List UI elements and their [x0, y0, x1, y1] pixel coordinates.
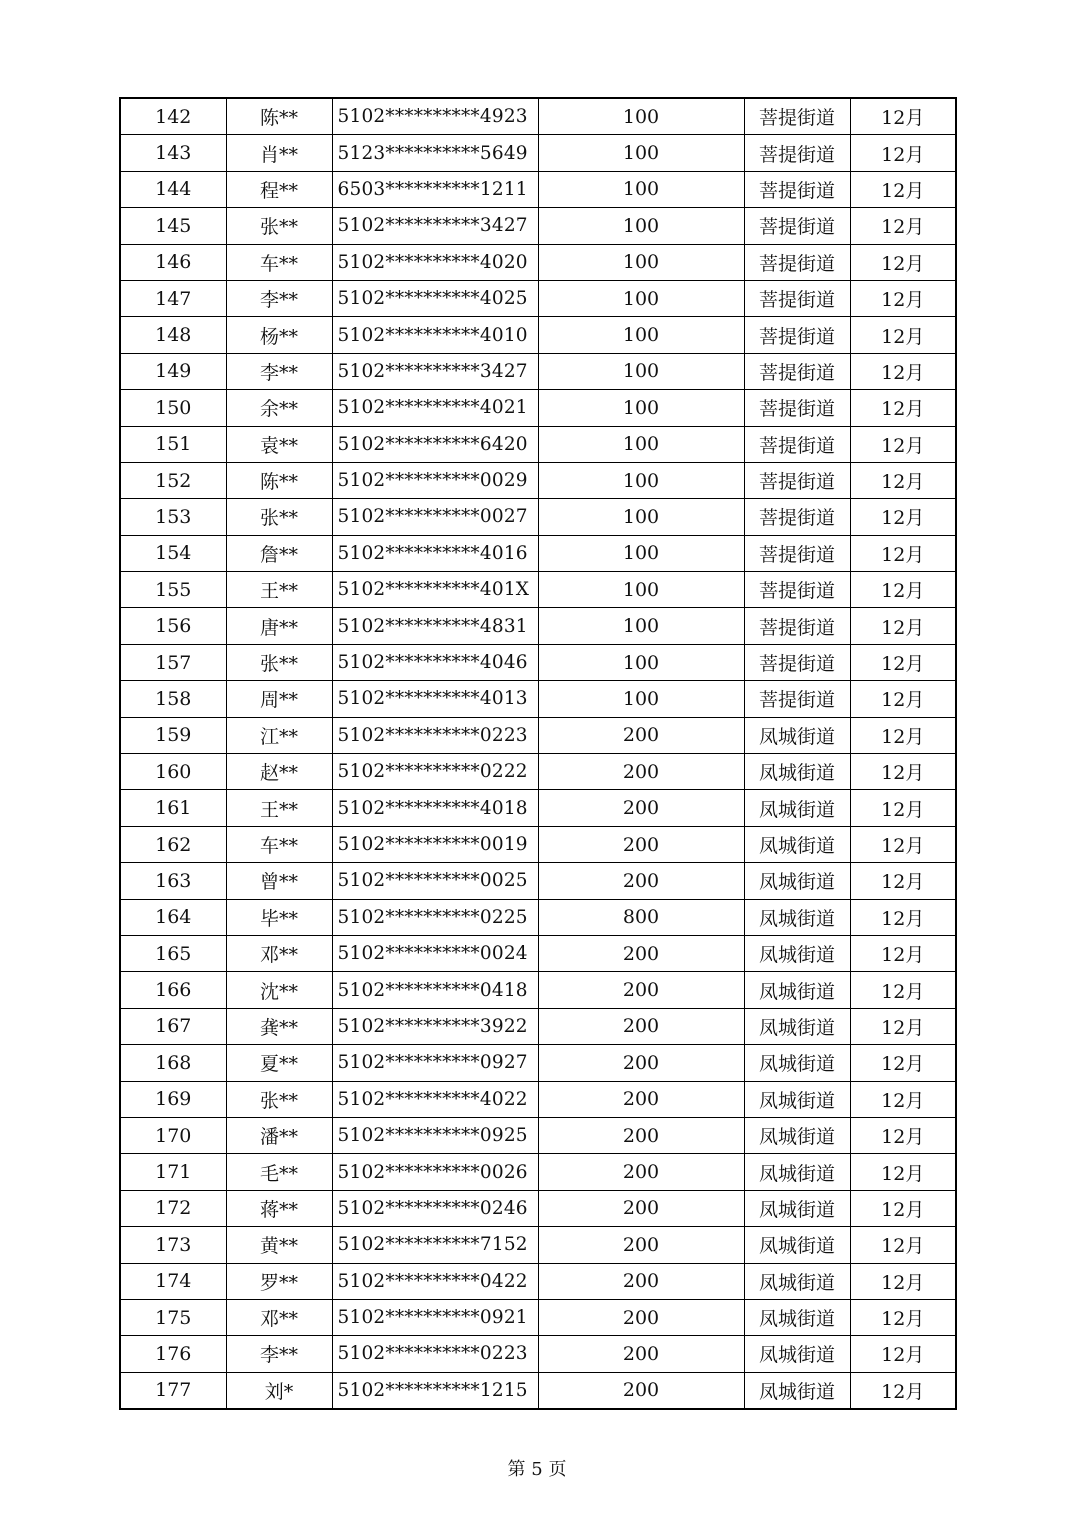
table-cell-amount: 200 [538, 863, 744, 899]
table-cell-street: 凤城街道 [744, 1154, 850, 1190]
table-cell-name: 李** [226, 280, 332, 316]
table-cell-month: 12月 [850, 135, 956, 171]
table-cell-id: 5102**********0225 [332, 899, 538, 935]
table-cell-name: 周** [226, 681, 332, 717]
table-body [120, 98, 956, 1409]
table-row [120, 353, 956, 389]
table-cell-id: 5102**********4013 [332, 681, 538, 717]
table-cell-index: 145 [120, 208, 226, 244]
table-cell-street: 凤城街道 [744, 1263, 850, 1299]
table-cell-name: 唐** [226, 608, 332, 644]
table-row [120, 317, 956, 353]
table-cell-street: 菩提街道 [744, 171, 850, 207]
table-cell-street: 凤城街道 [744, 935, 850, 971]
table-cell-name: 陈** [226, 98, 332, 135]
table-cell-index: 157 [120, 644, 226, 680]
table-cell-index: 172 [120, 1190, 226, 1226]
table-cell-name: 詹** [226, 535, 332, 571]
table-cell-id: 5102**********7152 [332, 1227, 538, 1263]
table-cell-name: 曾** [226, 863, 332, 899]
table-cell-id: 5102**********3922 [332, 1008, 538, 1044]
table-cell-index: 147 [120, 280, 226, 316]
table-cell-month: 12月 [850, 353, 956, 389]
table-cell-amount: 200 [538, 717, 744, 753]
table-row [120, 790, 956, 826]
table-cell-index: 153 [120, 499, 226, 535]
table-cell-id: 5102**********4016 [332, 535, 538, 571]
table-cell-amount: 100 [538, 572, 744, 608]
table-cell-street: 凤城街道 [744, 1227, 850, 1263]
table-cell-id: 5123**********5649 [332, 135, 538, 171]
table-row [120, 899, 956, 935]
table-cell-amount: 200 [538, 1190, 744, 1226]
table-cell-id: 5102**********0418 [332, 972, 538, 1008]
table-row [120, 499, 956, 535]
table-cell-street: 菩提街道 [744, 499, 850, 535]
table-row [120, 1081, 956, 1117]
table-cell-index: 168 [120, 1045, 226, 1081]
table-cell-month: 12月 [850, 1372, 956, 1409]
table-cell-name: 张** [226, 644, 332, 680]
table-cell-street: 凤城街道 [744, 1081, 850, 1117]
table-cell-name: 车** [226, 826, 332, 862]
table-row [120, 1336, 956, 1372]
table-cell-name: 毛** [226, 1154, 332, 1190]
table-cell-month: 12月 [850, 1190, 956, 1226]
table-cell-id: 5102**********0024 [332, 935, 538, 971]
table-cell-street: 菩提街道 [744, 535, 850, 571]
table-cell-street: 凤城街道 [744, 1008, 850, 1044]
table-cell-id: 5102**********0027 [332, 499, 538, 535]
table-cell-month: 12月 [850, 244, 956, 280]
table-cell-index: 144 [120, 171, 226, 207]
table-row [120, 280, 956, 316]
table-cell-month: 12月 [850, 572, 956, 608]
table-row [120, 135, 956, 171]
table-cell-id: 5102**********0222 [332, 754, 538, 790]
table-cell-index: 171 [120, 1154, 226, 1190]
table-row [120, 972, 956, 1008]
table-cell-amount: 200 [538, 935, 744, 971]
table-cell-month: 12月 [850, 644, 956, 680]
table-cell-index: 154 [120, 535, 226, 571]
table-cell-id: 5102**********4923 [332, 98, 538, 135]
table-cell-month: 12月 [850, 280, 956, 316]
table-cell-id: 5102**********0029 [332, 462, 538, 498]
table-cell-id: 6503**********1211 [332, 171, 538, 207]
table-cell-amount: 100 [538, 608, 744, 644]
table-cell-name: 李** [226, 353, 332, 389]
table-cell-name: 龚** [226, 1008, 332, 1044]
table-cell-amount: 200 [538, 754, 744, 790]
table-cell-month: 12月 [850, 1336, 956, 1372]
table-cell-month: 12月 [850, 790, 956, 826]
table-row [120, 535, 956, 571]
table-cell-index: 156 [120, 608, 226, 644]
table-cell-amount: 100 [538, 390, 744, 426]
table-cell-name: 袁** [226, 426, 332, 462]
table-cell-amount: 100 [538, 244, 744, 280]
table-cell-amount: 100 [538, 353, 744, 389]
table-cell-street: 凤城街道 [744, 899, 850, 935]
table-row [120, 244, 956, 280]
table-row [120, 717, 956, 753]
table-row [120, 681, 956, 717]
table-cell-id: 5102**********0927 [332, 1045, 538, 1081]
table-cell-amount: 200 [538, 972, 744, 1008]
table-cell-id: 5102**********4010 [332, 317, 538, 353]
table-cell-name: 毕** [226, 899, 332, 935]
table-row [120, 826, 956, 862]
table-cell-id: 5102**********3427 [332, 353, 538, 389]
table-cell-index: 152 [120, 462, 226, 498]
table-cell-month: 12月 [850, 1045, 956, 1081]
table-cell-street: 菩提街道 [744, 608, 850, 644]
table-cell-street: 菩提街道 [744, 426, 850, 462]
table-cell-name: 张** [226, 1081, 332, 1117]
table-cell-name: 陈** [226, 462, 332, 498]
table-cell-month: 12月 [850, 1227, 956, 1263]
table-cell-id: 5102**********0925 [332, 1117, 538, 1153]
table-cell-amount: 200 [538, 1372, 744, 1409]
table-cell-name: 余** [226, 390, 332, 426]
table-cell-id: 5102**********0422 [332, 1263, 538, 1299]
table-row [120, 1227, 956, 1263]
table-cell-month: 12月 [850, 681, 956, 717]
table-cell-month: 12月 [850, 462, 956, 498]
table-cell-month: 12月 [850, 826, 956, 862]
table-cell-index: 161 [120, 790, 226, 826]
table-cell-name: 程** [226, 171, 332, 207]
table-cell-month: 12月 [850, 426, 956, 462]
table-row [120, 1299, 956, 1335]
table-cell-month: 12月 [850, 899, 956, 935]
table-cell-month: 12月 [850, 717, 956, 753]
table-cell-street: 菩提街道 [744, 572, 850, 608]
table-cell-street: 凤城街道 [744, 863, 850, 899]
table-cell-index: 155 [120, 572, 226, 608]
table-cell-name: 邓** [226, 935, 332, 971]
table-cell-name: 黄** [226, 1227, 332, 1263]
table-cell-name: 蒋** [226, 1190, 332, 1226]
table-cell-street: 菩提街道 [744, 98, 850, 135]
table-cell-street: 凤城街道 [744, 1045, 850, 1081]
table-cell-street: 凤城街道 [744, 754, 850, 790]
table-cell-id: 5102**********0921 [332, 1299, 538, 1335]
table-cell-name: 邓** [226, 1299, 332, 1335]
table-cell-id: 5102**********4021 [332, 390, 538, 426]
table-cell-month: 12月 [850, 171, 956, 207]
table-cell-street: 凤城街道 [744, 972, 850, 1008]
table-cell-index: 174 [120, 1263, 226, 1299]
table-cell-amount: 100 [538, 644, 744, 680]
table-cell-name: 王** [226, 572, 332, 608]
table-cell-index: 164 [120, 899, 226, 935]
table-row [120, 462, 956, 498]
table-cell-amount: 100 [538, 171, 744, 207]
table-cell-name: 赵** [226, 754, 332, 790]
table-cell-index: 159 [120, 717, 226, 753]
table-cell-amount: 800 [538, 899, 744, 935]
table-cell-id: 5102**********0026 [332, 1154, 538, 1190]
table-row [120, 644, 956, 680]
table-cell-id: 5102**********4020 [332, 244, 538, 280]
table-cell-amount: 100 [538, 208, 744, 244]
table-cell-month: 12月 [850, 608, 956, 644]
table-cell-amount: 100 [538, 98, 744, 135]
table-row [120, 935, 956, 971]
table-row [120, 1154, 956, 1190]
table-cell-amount: 200 [538, 1117, 744, 1153]
table-row [120, 1117, 956, 1153]
table-cell-street: 凤城街道 [744, 1336, 850, 1372]
table-cell-amount: 200 [538, 1227, 744, 1263]
table-cell-amount: 200 [538, 826, 744, 862]
table-row [120, 1372, 956, 1409]
table-row [120, 208, 956, 244]
table-cell-id: 5102**********4022 [332, 1081, 538, 1117]
table-row [120, 1190, 956, 1226]
table-cell-index: 148 [120, 317, 226, 353]
table-cell-amount: 100 [538, 426, 744, 462]
table-cell-street: 凤城街道 [744, 790, 850, 826]
table-cell-id: 5102**********3427 [332, 208, 538, 244]
table-cell-street: 菩提街道 [744, 280, 850, 316]
table-cell-id: 5102**********0025 [332, 863, 538, 899]
table-cell-street: 菩提街道 [744, 244, 850, 280]
table-cell-amount: 200 [538, 1263, 744, 1299]
table-cell-id: 5102**********6420 [332, 426, 538, 462]
table-cell-index: 177 [120, 1372, 226, 1409]
table-cell-name: 张** [226, 208, 332, 244]
table-cell-amount: 200 [538, 1299, 744, 1335]
table-cell-street: 菩提街道 [744, 681, 850, 717]
table-cell-month: 12月 [850, 208, 956, 244]
table-row [120, 572, 956, 608]
table-cell-street: 凤城街道 [744, 717, 850, 753]
table-cell-id: 5102**********0019 [332, 826, 538, 862]
table-cell-name: 夏** [226, 1045, 332, 1081]
table-cell-name: 车** [226, 244, 332, 280]
table-cell-street: 凤城街道 [744, 826, 850, 862]
table-cell-name: 杨** [226, 317, 332, 353]
table-cell-street: 凤城街道 [744, 1117, 850, 1153]
table-cell-month: 12月 [850, 1081, 956, 1117]
table-row [120, 1263, 956, 1299]
table-cell-index: 165 [120, 935, 226, 971]
table-row [120, 863, 956, 899]
table-cell-amount: 200 [538, 1081, 744, 1117]
table-cell-amount: 200 [538, 1154, 744, 1190]
table-cell-month: 12月 [850, 317, 956, 353]
table-cell-name: 王** [226, 790, 332, 826]
table-cell-id: 5102**********0223 [332, 717, 538, 753]
table-cell-id: 5102**********0246 [332, 1190, 538, 1226]
table-cell-month: 12月 [850, 499, 956, 535]
table-cell-id: 5102**********4025 [332, 280, 538, 316]
table-cell-street: 菩提街道 [744, 644, 850, 680]
table-cell-amount: 200 [538, 1008, 744, 1044]
table-cell-index: 166 [120, 972, 226, 1008]
table-cell-name: 罗** [226, 1263, 332, 1299]
table-row [120, 754, 956, 790]
table-row [120, 171, 956, 207]
table-cell-id: 5102**********4831 [332, 608, 538, 644]
table-cell-month: 12月 [850, 1263, 956, 1299]
table-cell-amount: 200 [538, 790, 744, 826]
table-cell-index: 160 [120, 754, 226, 790]
table-cell-name: 李** [226, 1336, 332, 1372]
table-row [120, 608, 956, 644]
table-cell-month: 12月 [850, 1299, 956, 1335]
table-cell-amount: 100 [538, 462, 744, 498]
table-cell-index: 143 [120, 135, 226, 171]
table-cell-name: 沈** [226, 972, 332, 1008]
data-table [119, 97, 957, 1410]
table-cell-month: 12月 [850, 863, 956, 899]
table-row [120, 1045, 956, 1081]
table-cell-index: 158 [120, 681, 226, 717]
table-cell-street: 凤城街道 [744, 1372, 850, 1409]
table-cell-month: 12月 [850, 935, 956, 971]
table-cell-name: 肖** [226, 135, 332, 171]
table-cell-id: 5102**********4046 [332, 644, 538, 680]
table-cell-amount: 100 [538, 280, 744, 316]
table-cell-month: 12月 [850, 972, 956, 1008]
table-cell-amount: 100 [538, 535, 744, 571]
table-cell-month: 12月 [850, 1154, 956, 1190]
table-cell-month: 12月 [850, 98, 956, 135]
table-cell-index: 167 [120, 1008, 226, 1044]
table-cell-index: 169 [120, 1081, 226, 1117]
table-cell-street: 凤城街道 [744, 1190, 850, 1226]
table-cell-index: 142 [120, 98, 226, 135]
table-cell-street: 菩提街道 [744, 208, 850, 244]
table-cell-index: 149 [120, 353, 226, 389]
table-cell-amount: 100 [538, 135, 744, 171]
page-number: 第 5 页 [507, 1459, 567, 1480]
table-cell-street: 菩提街道 [744, 390, 850, 426]
table-row [120, 426, 956, 462]
table-cell-street: 菩提街道 [744, 353, 850, 389]
table-cell-index: 151 [120, 426, 226, 462]
table-cell-month: 12月 [850, 390, 956, 426]
table-cell-street: 菩提街道 [744, 462, 850, 498]
table-cell-amount: 100 [538, 499, 744, 535]
table-cell-id: 5102**********401X [332, 572, 538, 608]
table-cell-name: 张** [226, 499, 332, 535]
table-cell-name: 刘* [226, 1372, 332, 1409]
table-cell-index: 146 [120, 244, 226, 280]
table-cell-amount: 200 [538, 1045, 744, 1081]
table-row [120, 98, 956, 135]
table-cell-month: 12月 [850, 1117, 956, 1153]
table-cell-index: 175 [120, 1299, 226, 1335]
table-row [120, 1008, 956, 1044]
table-row [120, 390, 956, 426]
table-cell-street: 菩提街道 [744, 135, 850, 171]
table-cell-index: 170 [120, 1117, 226, 1153]
table-cell-index: 162 [120, 826, 226, 862]
table-cell-index: 163 [120, 863, 226, 899]
table-cell-id: 5102**********4018 [332, 790, 538, 826]
table-cell-month: 12月 [850, 1008, 956, 1044]
table-cell-amount: 200 [538, 1336, 744, 1372]
table-cell-index: 176 [120, 1336, 226, 1372]
table-cell-index: 173 [120, 1227, 226, 1263]
table-cell-street: 凤城街道 [744, 1299, 850, 1335]
table-cell-street: 菩提街道 [744, 317, 850, 353]
table-cell-id: 5102**********1215 [332, 1372, 538, 1409]
table-cell-month: 12月 [850, 754, 956, 790]
table-cell-month: 12月 [850, 535, 956, 571]
table-cell-index: 150 [120, 390, 226, 426]
table-cell-id: 5102**********0223 [332, 1336, 538, 1372]
table-cell-name: 潘** [226, 1117, 332, 1153]
table-cell-name: 江** [226, 717, 332, 753]
table-cell-amount: 100 [538, 681, 744, 717]
table-cell-amount: 100 [538, 317, 744, 353]
